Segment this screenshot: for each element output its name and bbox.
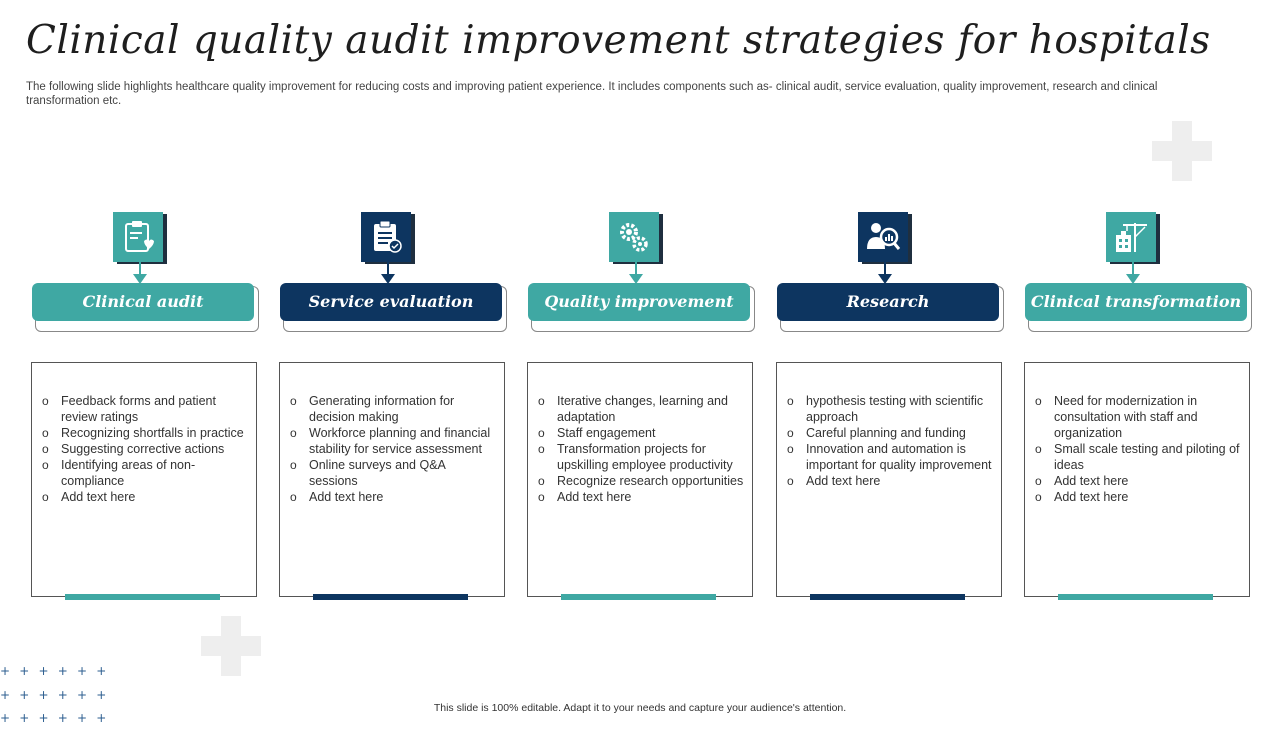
card-accent-bar [65,594,220,600]
column-header [1028,286,1252,332]
list-item-text: Generating information for decision making [309,394,455,424]
list-item-text: Recognize research opportunities [557,474,744,488]
list-item [787,473,993,489]
list-item [290,489,496,505]
list-item [538,393,744,425]
decorative-cross-top [1152,121,1212,181]
column-card [279,362,505,597]
list-item-text: Workforce planning and financial stability for service assessment [309,426,491,456]
bullet-list [1025,363,1249,505]
list-item [290,457,496,489]
list-item [538,473,744,489]
column-icon-box [609,212,661,264]
list-item [1035,393,1241,441]
strategy-column-service-evaluation [279,212,505,598]
bullet-marker: o [1035,474,1042,488]
list-item-text: Add text here [309,490,384,504]
list-item [42,441,248,457]
list-item [42,489,248,505]
bullet-marker: o [787,442,794,456]
column-card [776,362,1002,597]
bullet-marker: o [1035,394,1042,408]
bullet-marker: o [290,458,297,472]
list-item-text: Need for modernization in consultation with staff and organization [1054,394,1198,440]
bullet-marker: o [42,394,49,408]
list-item-text: hypothesis testing with scientific approach [806,394,984,424]
bullet-list [528,363,752,505]
strategy-column-clinical-transformation [1024,212,1250,598]
bullet-marker: o [538,442,545,456]
decorative-plus-pattern: ++++++ ++++++ ++++++ [0,664,116,725]
column-heading: Research [777,283,999,321]
column-heading: Clinical transformation [1025,283,1247,321]
bullet-marker: o [538,474,545,488]
column-icon-box [1106,212,1158,264]
column-header [780,286,1004,332]
list-item [787,425,993,441]
list-item-text: Small scale testing and piloting of ideas [1054,442,1240,472]
list-item [538,489,744,505]
list-item [42,393,248,425]
list-item-text: Add text here [1054,490,1129,504]
list-item [538,441,744,473]
bullet-marker: o [787,474,794,488]
list-item [1035,473,1241,489]
list-item-text: Add text here [806,474,881,488]
column-icon-box [361,212,413,264]
card-accent-bar [810,594,965,600]
bullet-marker: o [42,442,49,456]
bullet-marker: o [1035,490,1042,504]
strategy-column-quality-improvement [527,212,753,598]
list-item-text: Recognizing shortfalls in practice [61,426,244,440]
bullet-marker: o [42,490,49,504]
bullet-marker: o [1035,442,1042,456]
bullet-marker: o [538,394,545,408]
card-accent-bar [561,594,716,600]
column-heading: Service evaluation [280,283,502,321]
strategy-column-research [776,212,1002,598]
card-accent-bar [1058,594,1213,600]
bullet-marker: o [290,426,297,440]
list-item [1035,441,1241,473]
list-item-text: Careful planning and funding [806,426,966,440]
list-item-text: Transformation projects for upskilling employee productivity [557,442,733,472]
column-header [531,286,755,332]
list-item [787,441,993,473]
column-header [283,286,507,332]
list-item [290,393,496,425]
bullet-marker: o [42,458,49,472]
card-accent-bar [313,594,468,600]
bullet-marker: o [538,490,545,504]
column-card [31,362,257,597]
bullet-list [32,363,256,505]
list-item [787,393,993,425]
list-item [1035,489,1241,505]
list-item [538,425,744,441]
column-icon-box [858,212,910,264]
list-item-text: Add text here [61,490,136,504]
bullet-marker: o [42,426,49,440]
list-item-text: Staff engagement [557,426,656,440]
list-item [42,457,248,489]
footer-note: This slide is 100% editable. Adapt it to your needs and capture your audience's attention. [433,702,847,714]
bullet-marker: o [290,394,297,408]
list-item [42,425,248,441]
column-header [35,286,259,332]
bullet-list [777,363,1001,489]
list-item-text: Identifying areas of non-compliance [61,458,196,488]
list-item-text: Innovation and automation is important for quality improvement [806,442,992,472]
strategy-column-clinical-audit [31,212,257,598]
list-item-text: Online surveys and Q&A sessions [309,458,446,488]
column-card [1024,362,1250,597]
list-item-text: Iterative changes, learning and adaptation [557,394,728,424]
list-item-text: Add text here [1054,474,1129,488]
list-item-text: Feedback forms and patient review ratings [61,394,216,424]
column-heading: Clinical audit [32,283,254,321]
bullet-marker: o [538,426,545,440]
column-heading: Quality improvement [528,283,750,321]
bullet-marker: o [290,490,297,504]
column-card [527,362,753,597]
list-item-text: Suggesting corrective actions [61,442,225,456]
bullet-marker: o [787,426,794,440]
list-item [290,425,496,457]
column-icon-box [113,212,165,264]
list-item-text: Add text here [557,490,632,504]
bullet-marker: o [787,394,794,408]
decorative-cross-bottom [201,616,261,676]
page-subtitle: The following slide highlights healthcare quality improvement for reducing costs and improving patient experience. It includes components such as- clinical audit, service evaluation, quality improvement, research and clinical transformation etc. [26,81,1158,107]
page-title: Clinical quality audit improvement strategies for hospitals [26,18,1211,63]
bullet-list [280,363,504,505]
